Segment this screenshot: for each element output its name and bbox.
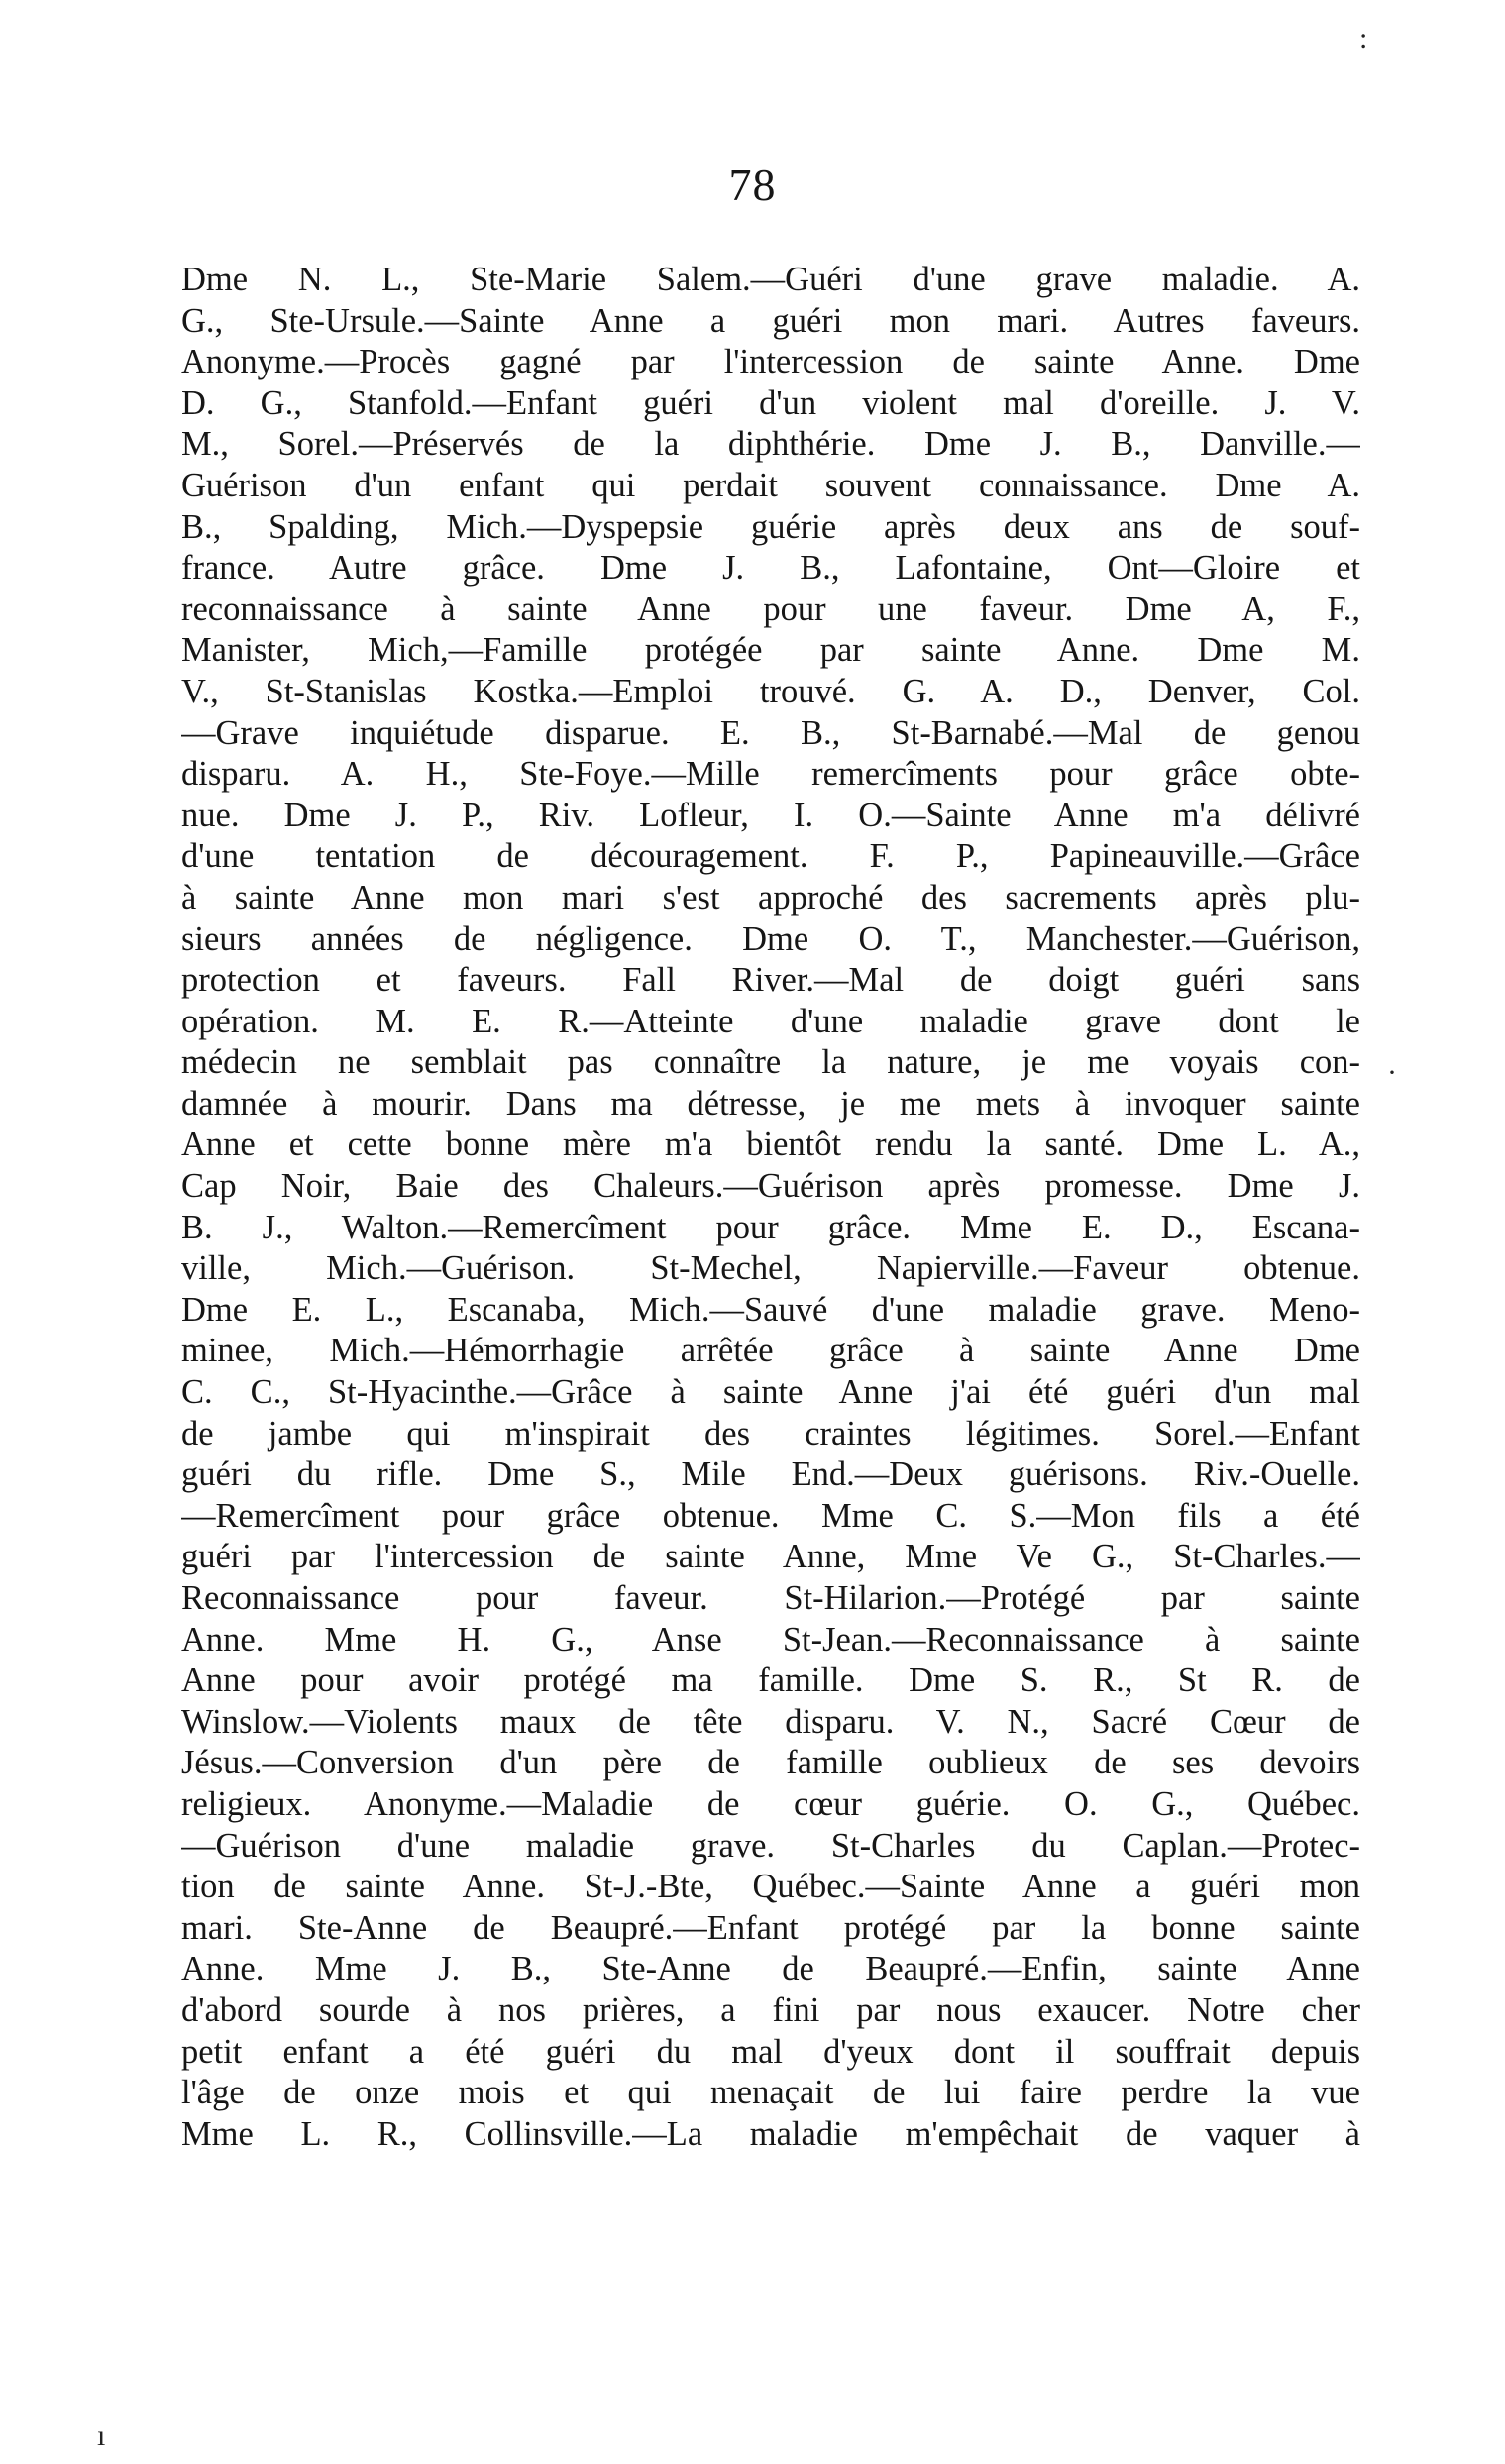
- text-line: l'âge de onze mois et qui menaçait de lui faire perdre la vue: [181, 2074, 1360, 2112]
- text-line: Anne. Mme J. B., Ste-Anne de Beaupré.—Enfin, sainte Anne: [181, 1950, 1360, 1988]
- text-line: Manister, Mich,—Famille protégée par sainte Anne. Dme M.: [181, 631, 1360, 670]
- text-line: d'une tentation de découragement. F. P., Papineauville.—Grâce: [181, 837, 1360, 876]
- text-line: disparu. A. H., Ste-Foye.—Mille remercîments pour grâce obte-: [181, 755, 1360, 794]
- text-line: Jésus.—Conversion d'un père de famille oublieux de ses devoirs: [181, 1744, 1360, 1782]
- text-line: minee, Mich.—Hémorrhagie arrêtée grâce à sainte Anne Dme: [181, 1332, 1360, 1370]
- text-line: —Guérison d'une maladie grave. St-Charles du Caplan.—Protec-: [181, 1826, 1360, 1865]
- text-line: mari. Ste-Anne de Beaupré.—Enfant protégé par la bonne sainte: [181, 1908, 1360, 1947]
- text-line: Mme L. R., Collinsville.—La maladie m'empêchait de vaquer à: [181, 2114, 1360, 2153]
- text-line: Guérison d'un enfant qui perdait souvent connaissance. Dme A.: [181, 466, 1360, 504]
- text-line: guéri du rifle. Dme S., Mile End.—Deux guérisons. Riv.-Ouelle.: [181, 1455, 1360, 1494]
- text-line: Dme E. L., Escanaba, Mich.—Sauvé d'une maladie grave. Meno-: [181, 1290, 1360, 1329]
- text-line: D. G., Stanfold.—Enfant guéri d'un violent mal d'oreille. J. V.: [181, 383, 1360, 422]
- text-line: B., Spalding, Mich.—Dyspepsie guérie après deux ans de souf-: [181, 507, 1360, 546]
- text-line: Anne et cette bonne mère m'a bientôt rendu la santé. Dme L. A.,: [181, 1125, 1360, 1164]
- body-text: [181, 260, 1360, 2155]
- text-line: Anne pour avoir protégé ma famille. Dme S. R., St R. de: [181, 1661, 1360, 1700]
- text-line: —Remercîment pour grâce obtenue. Mme C. S.—Mon fils a été: [181, 1496, 1360, 1535]
- text-line: d'abord sourde à nos prières, a fini par nous exaucer. Notre cher: [181, 1990, 1360, 2029]
- margin-mark: ·: [1387, 1056, 1397, 1089]
- text-line: V., St-Stanislas Kostka.—Emploi trouvé. G. A. D., Denver, Col.: [181, 672, 1360, 710]
- text-line: à sainte Anne mon mari s'est approché des sacrements après plu-: [181, 878, 1360, 916]
- text-line: Anonyme.—Procès gagné par l'intercession de sainte Anne. Dme: [181, 343, 1360, 381]
- margin-mark: ı: [97, 2419, 106, 2452]
- text-line: de jambe qui m'inspirait des craintes légitimes. Sorel.—Enfant: [181, 1414, 1360, 1452]
- text-line: M., Sorel.—Préservés de la diphthérie. Dme J. B., Danville.—: [181, 425, 1360, 464]
- text-line: protection et faveurs. Fall River.—Mal de doigt guéri sans: [181, 961, 1360, 1000]
- text-line: Reconnaissance pour faveur. St-Hilarion.—Protégé par sainte: [181, 1579, 1360, 1617]
- text-line: religieux. Anonyme.—Maladie de cœur guérie. O. G., Québec.: [181, 1784, 1360, 1823]
- text-line: B. J., Walton.—Remercîment pour grâce. Mme E. D., Escana-: [181, 1208, 1360, 1246]
- margin-mark: :: [1359, 22, 1368, 54]
- text-line: C. C., St-Hyacinthe.—Grâce à sainte Anne j'ai été guéri d'un mal: [181, 1373, 1360, 1412]
- text-line: ville, Mich.—Guérison. St-Mechel, Napierville.—Faveur obtenue.: [181, 1249, 1360, 1288]
- text-line: G., Ste-Ursule.—Sainte Anne a guéri mon mari. Autres faveurs.: [181, 301, 1360, 340]
- text-line: Anne. Mme H. G., Anse St-Jean.—Reconnaissance à sainte: [181, 1620, 1360, 1659]
- text-line: —Grave inquiétude disparue. E. B., St-Barnabé.—Mal de genou: [181, 713, 1360, 752]
- text-line: Dme N. L., Ste-Marie Salem.—Guéri d'une grave maladie. A.: [181, 261, 1360, 298]
- text-line: tion de sainte Anne. St-J.-Bte, Québec.—Sainte Anne a guéri mon: [181, 1868, 1360, 1906]
- text-line: nue. Dme J. P., Riv. Lofleur, I. O.—Sainte Anne m'a délivré: [181, 796, 1360, 834]
- text-line: reconnaissance à sainte Anne pour une faveur. Dme A, F.,: [181, 589, 1360, 628]
- page-number: 78: [728, 160, 777, 210]
- text-line: france. Autre grâce. Dme J. B., Lafontaine, Ont—Gloire et: [181, 549, 1360, 588]
- text-line: petit enfant a été guéri du mal d'yeux dont il souffrait depuis: [181, 2032, 1360, 2071]
- text-line: guéri par l'intercession de sainte Anne, Mme Ve G., St-Charles.—: [181, 1538, 1360, 1576]
- text-line: opération. M. E. R.—Atteinte d'une maladie grave dont le: [181, 1002, 1360, 1040]
- text-line: Winslow.—Violents maux de tête disparu. V. N., Sacré Cœur de: [181, 1702, 1360, 1741]
- text-line: Cap Noir, Baie des Chaleurs.—Guérison après promesse. Dme J.: [181, 1167, 1360, 1206]
- text-line: sieurs années de négligence. Dme O. T., Manchester.—Guérison,: [181, 919, 1360, 958]
- text-line: damnée à mourir. Dans ma détresse, je me mets à invoquer sainte: [181, 1084, 1360, 1123]
- text-line: médecin ne semblait pas connaître la nature, je me voyais con-: [181, 1043, 1360, 1082]
